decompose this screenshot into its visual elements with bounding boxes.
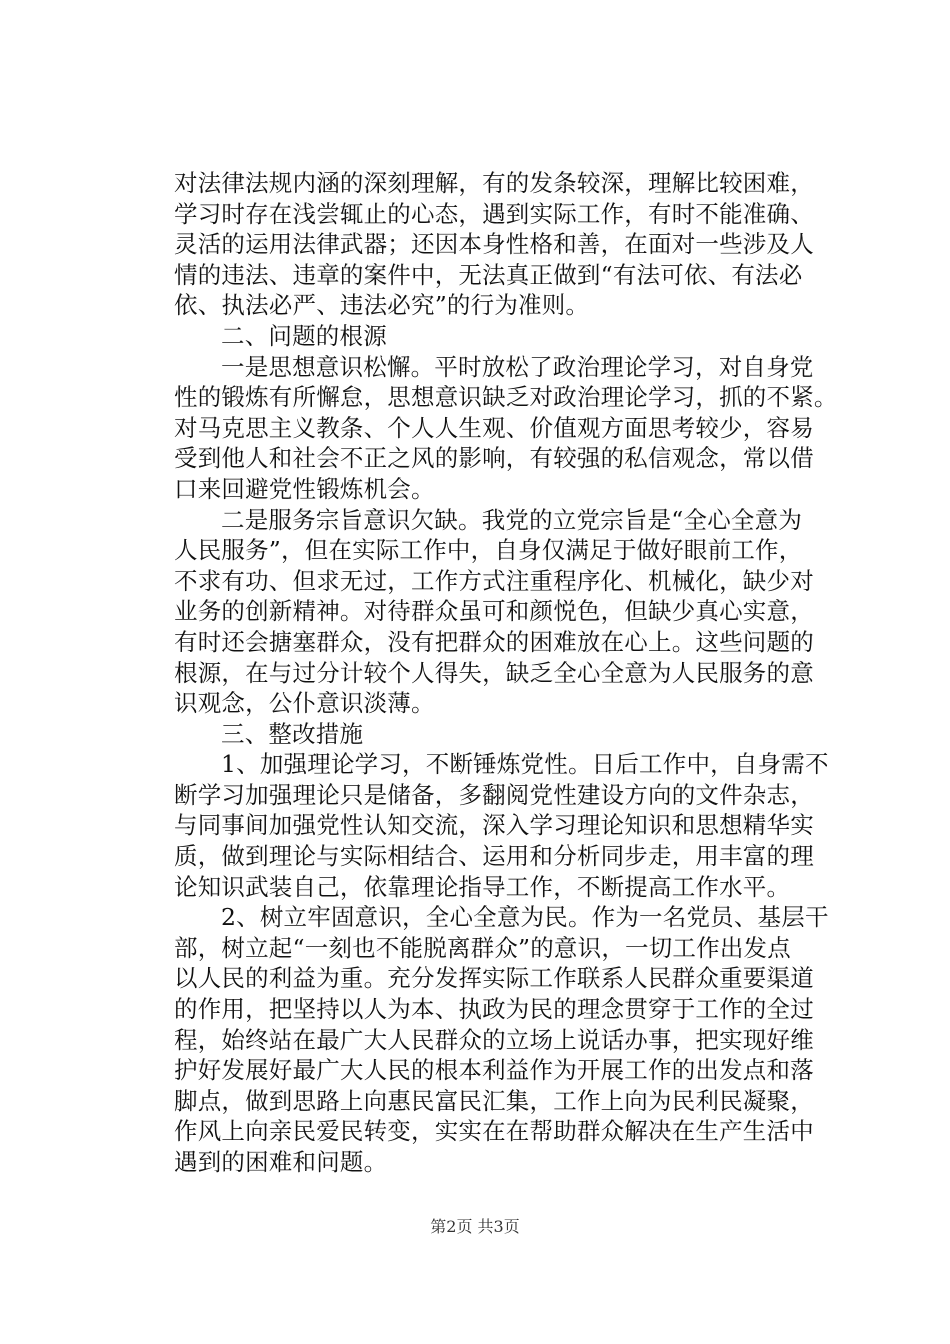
text-line: 对马克思主义教条、个人人生观、价值观方面思考较少，容易: [174, 413, 814, 442]
text-line: 不求有功、但求无过，工作方式注重程序化、机械化，缺少对: [174, 566, 814, 595]
text-line: 遇到的困难和问题。: [174, 1148, 388, 1176]
text-line: 根源，在与过分计较个人得失，缺乏全心全意为人民服务的意: [174, 658, 814, 687]
text-line: 的作用，把坚持以人为本、执政为民的理念贯穿于工作的全过: [174, 995, 814, 1024]
page-number: 第2页 共3页: [430, 1217, 520, 1236]
text-line: 作风上向亲民爱民转变，实实在在帮助群众解决在生产生活中: [174, 1117, 814, 1146]
text-line: 以人民的利益为重。充分发挥实际工作联系人民群众重要渠道: [174, 964, 814, 993]
text-line: 受到他人和社会不正之风的影响，有较强的私信观念，常以借: [174, 444, 814, 473]
text-line: 对法律法规内涵的深刻理解，有的发条较深，理解比较困难，: [174, 169, 814, 197]
text-line: 一是思想意识松懈。平时放松了政治理论学习，对自身党: [221, 352, 814, 381]
text-line: 三、整改措施: [221, 719, 364, 748]
text-line: 灵活的运用法律武器；还因本身性格和善，在面对一些涉及人: [174, 230, 814, 259]
text-line: 质，做到理论与实际相结合、运用和分析同步走，用丰富的理: [174, 842, 814, 871]
text-line: 学习时存在浅尝辄止的心态，遇到实际工作，有时不能准确、: [174, 199, 814, 228]
text-line: 1、加强理论学习，不断锤炼党性。日后工作中，自身需不: [221, 750, 829, 779]
text-line: 情的违法、违章的案件中，无法真正做到“有法可依、有法必: [174, 260, 803, 289]
text-line: 程，始终站在最广大人民群众的立场上说话办事，把实现好维: [174, 1025, 814, 1054]
text-line: 2、树立牢固意识，全心全意为民。作为一名党员、基层干: [221, 903, 829, 932]
text-line: 二是服务宗旨意识欠缺。我党的立党宗旨是“全心全意为: [221, 505, 803, 534]
text-line: 与同事间加强党性认知交流，深入学习理论知识和思想精华实: [174, 811, 814, 840]
text-line: 人民服务”，但在实际工作中，自身仅满足于做好眼前工作，: [174, 536, 803, 565]
text-line: 论知识武装自己，依靠理论指导工作，不断提高工作水平。: [174, 872, 791, 901]
text-line: 有时还会搪塞群众，没有把群众的困难放在心上。这些问题的: [174, 627, 814, 656]
text-line: 性的锻炼有所懈怠，思想意识缺乏对政治理论学习，抓的不紧。: [174, 383, 838, 412]
text-line: 口来回避党性锻炼机会。: [174, 474, 435, 503]
text-line: 二、问题的根源: [221, 321, 387, 350]
text-line: 部，树立起“一刻也不能脱离群众”的意识，一切工作出发点: [174, 933, 791, 962]
document-body: [174, 168, 838, 1178]
text-line: 断学习加强理论只是储备，多翻阅党性建设方向的文件杂志，: [174, 780, 814, 809]
text-line: 业务的创新精神。对待群众虽可和颜悦色，但缺少真心实意，: [174, 597, 814, 626]
page-footer: [0, 1214, 950, 1237]
text-line: 脚点，做到思路上向惠民富民汇集，工作上向为民利民凝聚，: [174, 1086, 814, 1115]
text-line: 识观念，公仆意识淡薄。: [174, 689, 435, 718]
text-line: 护好发展好最广大人民的根本利益作为开展工作的出发点和落: [174, 1056, 814, 1085]
text-line: 依、执法必严、违法必究”的行为准则。: [174, 291, 590, 320]
